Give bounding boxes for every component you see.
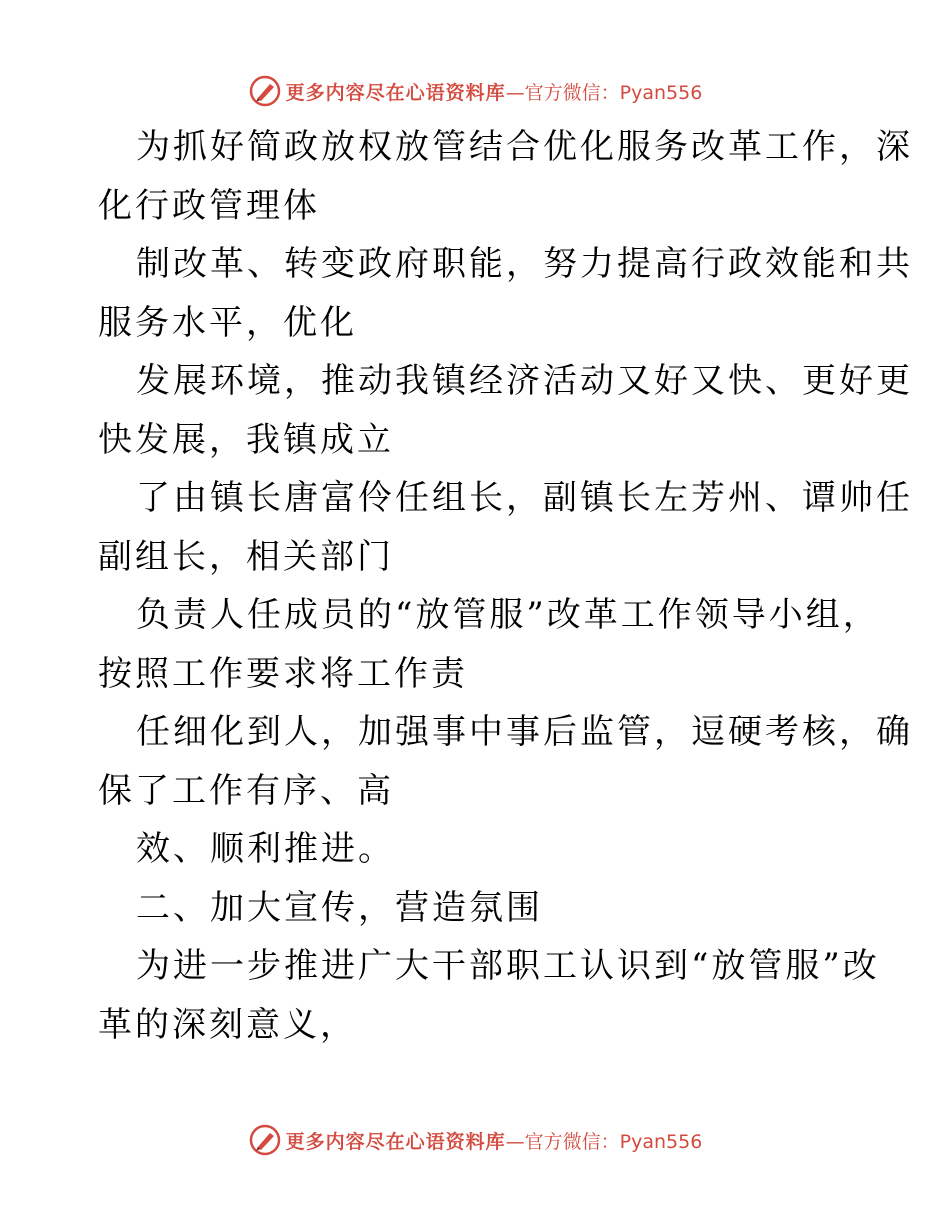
body-line: 任细化到人，加强事中事后监管，逗硬考核，确: [136, 712, 913, 752]
document-body: [98, 118, 913, 1054]
body-line: 按照工作要求将工作责: [98, 653, 468, 694]
body-line: 制改革、转变政府职能，努力提高行政效能和共: [136, 244, 913, 284]
body-line: 效、顺利推进。: [136, 829, 395, 869]
watermark-footer: [0, 1120, 950, 1160]
watermark-brand-text: 更多内容尽在心语资料库: [285, 81, 506, 104]
body-line: 为进一步推进广大干部职工认识到“放管服”改: [136, 946, 880, 986]
watermark-brand-text: 更多内容尽在心语资料库: [285, 1130, 506, 1153]
body-line: 快发展，我镇成立: [98, 419, 394, 460]
watermark-contact-text: —官方微信：Pyan556: [505, 1130, 703, 1153]
body-line: 革的深刻意义，: [98, 1004, 357, 1045]
body-line: 负责人任成员的“放管服”改革工作领导小组，: [136, 595, 880, 635]
quill-pen-logo-icon: [248, 74, 282, 108]
body-line: 发展环境，推动我镇经济活动又好又快、更好更: [136, 361, 913, 401]
body-line: 为抓好简政放权放管结合优化服务改革工作，深: [136, 127, 913, 167]
body-line: 了由镇长唐富伶任组长，副镇长左芳州、谭帅任: [136, 478, 913, 518]
body-line: 保了工作有序、高: [98, 770, 394, 811]
watermark-header: [0, 71, 950, 111]
body-line: 服务水平，优化: [98, 302, 357, 343]
body-line: 副组长，相关部门: [98, 536, 394, 577]
quill-pen-logo-icon: [248, 1123, 282, 1157]
watermark-contact-text: —官方微信：Pyan556: [505, 81, 703, 104]
section-heading: 二、加大宣传，营造氛围: [136, 887, 543, 928]
body-line: 化行政管理体: [98, 185, 320, 226]
